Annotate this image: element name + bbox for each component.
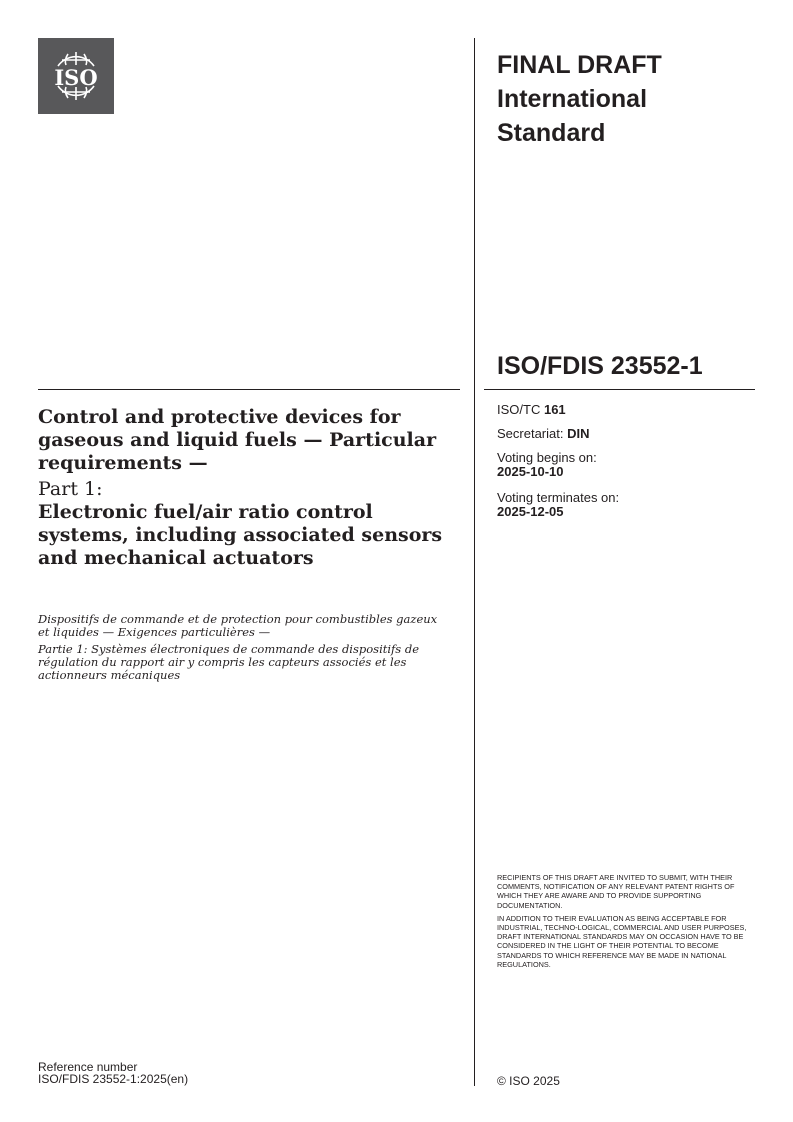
part-title-text: Electronic fuel/air ratio control systems, including associated sensors and mechanical actuators xyxy=(38,501,443,569)
document-stage-heading xyxy=(497,48,662,150)
document-number: ISO/FDIS 23552-1 xyxy=(497,352,703,380)
technical-committee xyxy=(497,403,566,417)
voting-begins xyxy=(497,451,597,479)
reference-value: ISO/FDIS 23552-1:2025(en) xyxy=(38,1072,189,1086)
french-part-title: Partie 1: Systèmes électroniques de commande des dispositifs de régulation du rapport air y compris les capteurs associés et les actionneurs mécaniques xyxy=(38,642,420,682)
voting-begins-value: 2025-10-10 xyxy=(497,464,564,479)
voting-begins-label: Voting begins on: xyxy=(497,450,597,465)
tc-value: 161 xyxy=(543,402,566,417)
horizontal-rule-right xyxy=(484,389,755,390)
secretariat xyxy=(497,427,590,441)
secretariat-label: Secretariat: xyxy=(497,426,564,441)
copyright: © ISO 2025 xyxy=(497,1074,560,1088)
notice-evaluation: IN ADDITION TO THEIR EVALUATION AS BEING ACCEPTABLE FOR INDUSTRIAL, TECHNO-LOGICAL, COMMERCIAL AND USER PURPOSES, DRAFT INTERNATIONAL STANDARDS MAY ON OCCASION HAVE TO BE CONSIDERED IN THE LIGHT OF THEIR POTENTIAL TO BECOME STANDARDS TO WHICH REFERENCE MAY BE MADE IN NATIONAL REGULATIONS. xyxy=(497,913,747,969)
voting-ends-value: 2025-12-05 xyxy=(497,504,564,519)
voting-ends-label: Voting terminates on: xyxy=(497,490,620,505)
vertical-divider xyxy=(474,38,475,1086)
notice-patent: RECIPIENTS OF THIS DRAFT ARE INVITED TO SUBMIT, WITH THEIR COMMENTS, NOTIFICATION OF ANY RELEVANT PATENT RIGHTS OF WHICH THEY ARE AWARE AND TO PROVIDE SUPPORTING DOCUMENTATION. xyxy=(497,873,735,910)
part-label: Part 1: xyxy=(38,478,103,500)
svg-text:ISO: ISO xyxy=(54,65,98,90)
reference-label: Reference number xyxy=(38,1060,138,1074)
document-title: Control and protective devices for gaseous and liquid fuels — Particular requirements — xyxy=(38,406,437,474)
tc-label: ISO/TC xyxy=(497,402,541,417)
type-line-1: International xyxy=(497,85,648,113)
horizontal-rule-left xyxy=(38,389,460,390)
secretariat-value: DIN xyxy=(567,426,590,441)
reference-number xyxy=(38,1061,188,1085)
part-title xyxy=(38,478,458,570)
iso-logo xyxy=(38,38,114,114)
stage-line: FINAL DRAFT xyxy=(497,51,662,79)
french-title: Dispositifs de commande et de protection pour combustibles gazeux et liquides — Exigences particulières — xyxy=(38,612,438,639)
type-line-2: Standard xyxy=(497,119,606,147)
draft-notice xyxy=(497,873,757,973)
voting-terminates xyxy=(497,491,619,519)
